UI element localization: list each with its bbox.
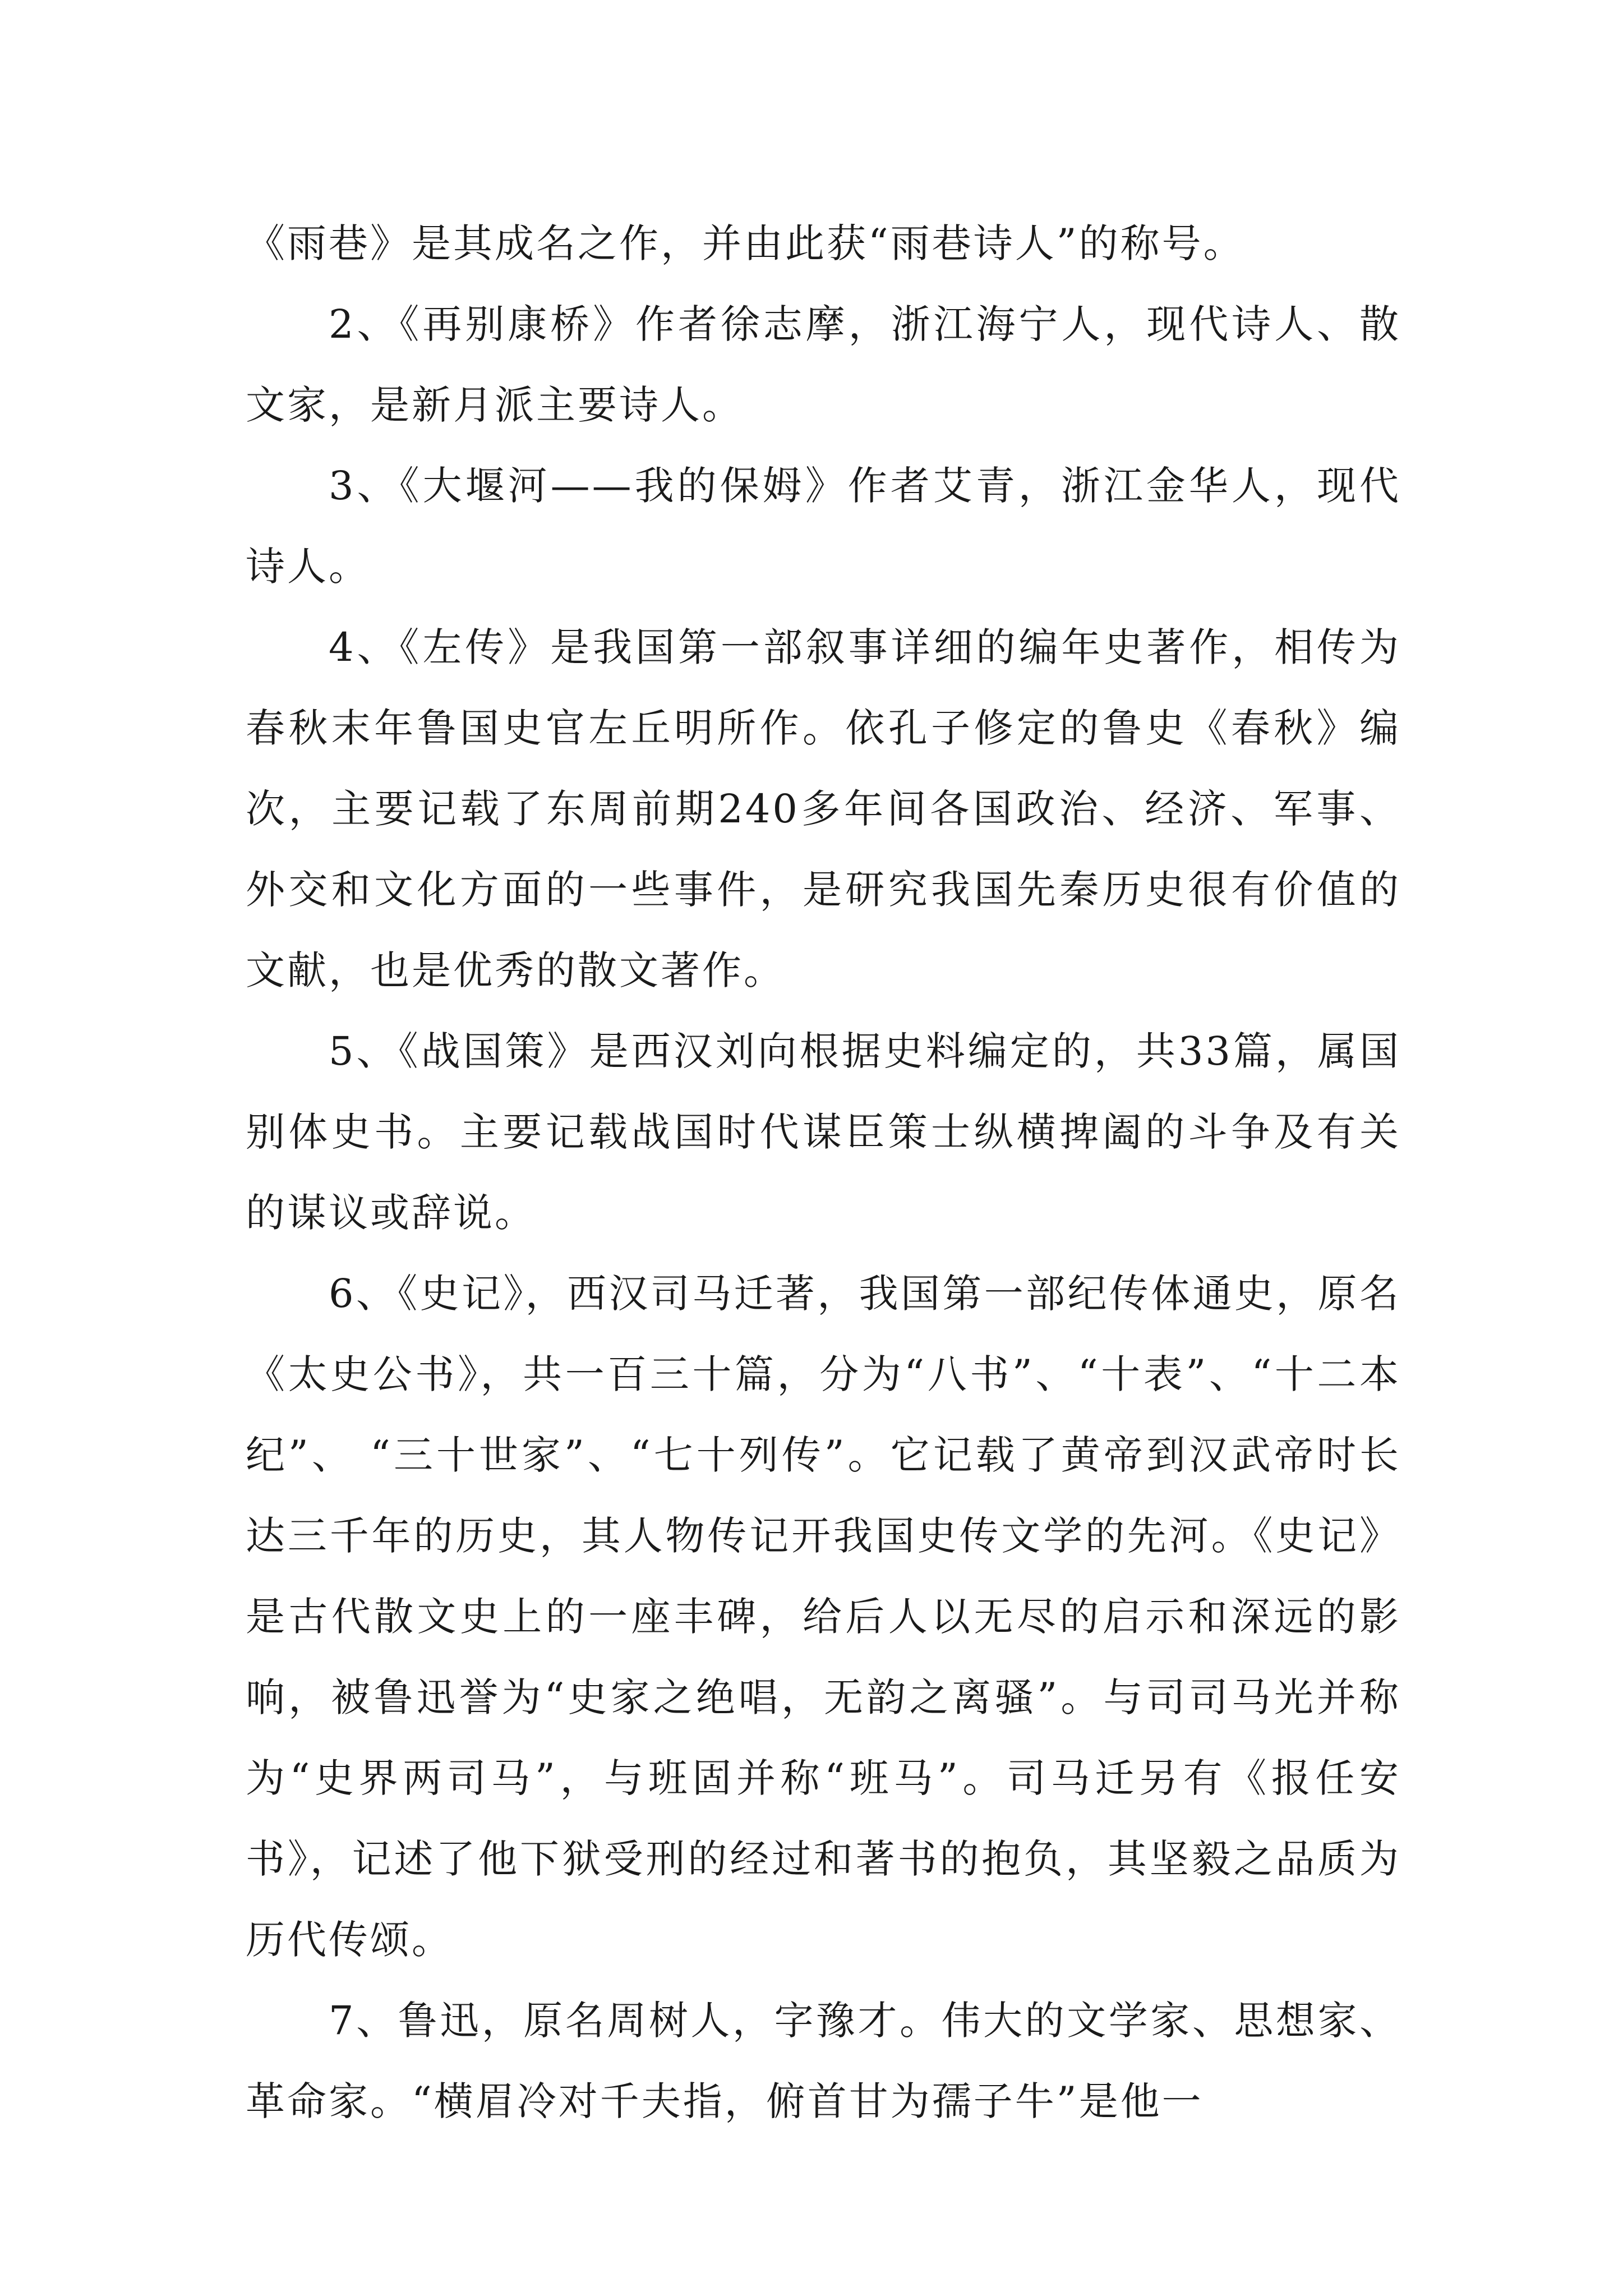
paragraph-item-6: 6、《史记》，西汉司马迁著，我国第一部纪传体通史，原名《太史公书》，共一百三十篇，分为“八书”、“十表”、“十二本纪”、 “三十世家”、“七十列传”。它记载了黄帝到汉武帝时长达三千年的历史，其人物传记开我国史传文学的先河。《史记》是古代散文史上的一座丰碑，给后人以无尽的启示和深远的影响，被鲁迅誉为“史家之绝唱，无韵之离骚”。与司司马光并称为“史界两司马”，与班固并称“班马”。司马迁另有《报任安书》，记述了他下狱受刑的经过和著书的抱负，其坚毅之品质为历代传颂。 — [246, 1271, 1401, 1963]
paragraph-item-2: 2、《再别康桥》作者徐志摩，浙江海宁人，现代诗人、散文家，是新月派主要诗人。 — [246, 301, 1401, 428]
paragraph-item-4: 4、《左传》是我国第一部叙事详细的编年史著作，相传为春秋末年鲁国史官左丘明所作。依孔子修定的鲁史《春秋》编次，主要记载了东周前期240多年间各国政治、经济、军事、外交和文化方面的一些事件，是研究我国先秦历史很有价值的文献，也是优秀的散文著作。 — [246, 624, 1401, 993]
paragraph-item-3: 3、《大堰河——我的保姆》作者艾青，浙江金华人，现代诗人。 — [246, 463, 1401, 590]
paragraph-yuxiang-continuation: 《雨巷》是其成名之作，并由此获“雨巷诗人”的称号。 — [246, 220, 1245, 266]
paragraph-item-7: 7、鲁迅，原名周树人，字豫才。伟大的文学家、思想家、革命家。“横眉冷对千夫指，俯首甘为孺子牛”是他一 — [246, 1998, 1401, 2124]
paragraph-item-5: 5、《战国策》是西汉刘向根据史料编定的，共33篇，属国别体史书。主要记载战国时代谋臣策士纵横捭阖的斗争及有关的谋议或辞说。 — [246, 1028, 1401, 1236]
document-body — [246, 203, 1401, 2142]
